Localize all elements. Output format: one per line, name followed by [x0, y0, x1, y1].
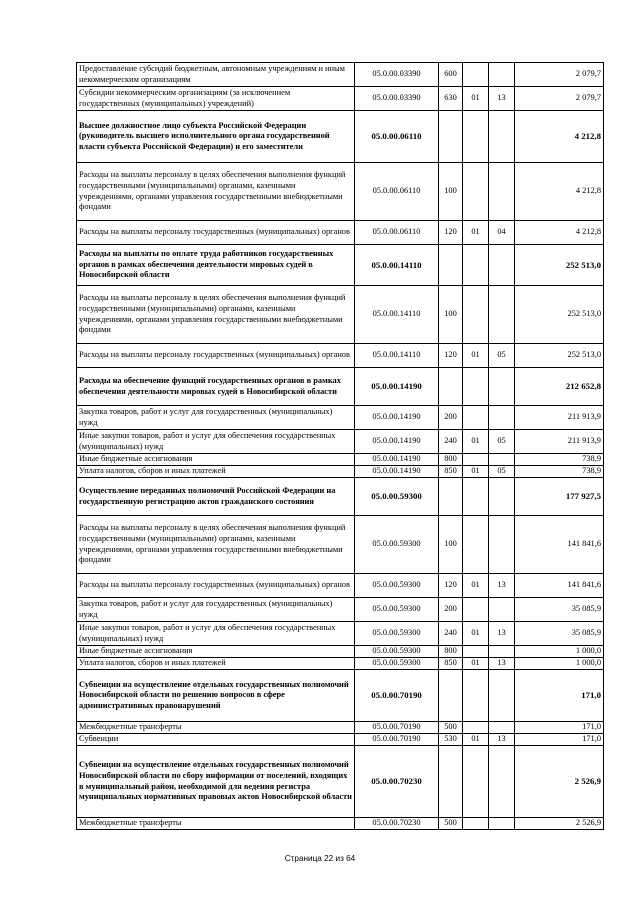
- table-row: [77, 344, 604, 368]
- row-pr: [489, 368, 515, 406]
- row-vr: [439, 368, 463, 406]
- row-vr: 800: [439, 454, 463, 466]
- row-name: Расходы на выплаты персоналу государственных (муниципальных) органов: [77, 574, 355, 598]
- row-rz: [463, 406, 489, 430]
- row-pr: [489, 454, 515, 466]
- row-name: Закупка товаров, работ и услуг для государственных (муниципальных) нужд: [77, 406, 355, 430]
- row-name: Расходы на выплаты по оплате труда работников государственных органов в рамках обеспечения деятельности мировых судей в Новосибирской области: [77, 245, 355, 286]
- row-code: 05.0.00.03390: [355, 87, 439, 111]
- row-amount: 1 000,0: [515, 658, 604, 670]
- table-row: [77, 245, 604, 286]
- row-vr: 500: [439, 818, 463, 830]
- row-pr: 13: [489, 574, 515, 598]
- row-rz: 01: [463, 574, 489, 598]
- table-row: [77, 454, 604, 466]
- row-amount: 2 526,9: [515, 746, 604, 818]
- row-rz: [463, 670, 489, 722]
- row-code: 05.0.00.14190: [355, 368, 439, 406]
- row-vr: 850: [439, 466, 463, 478]
- table-row: [77, 658, 604, 670]
- budget-table: [76, 62, 604, 830]
- row-name: Иные закупки товаров, работ и услуг для обеспечения государственных (муниципальных) нужд: [77, 622, 355, 646]
- row-pr: 13: [489, 658, 515, 670]
- row-rz: 01: [463, 430, 489, 454]
- row-code: 05.0.00.03390: [355, 63, 439, 87]
- row-rz: [463, 646, 489, 658]
- row-code: 05.0.00.59300: [355, 622, 439, 646]
- table-row: [77, 746, 604, 818]
- row-rz: 01: [463, 658, 489, 670]
- row-vr: 240: [439, 622, 463, 646]
- table-row: [77, 598, 604, 622]
- row-code: 05.0.00.06110: [355, 111, 439, 163]
- table-row: [77, 574, 604, 598]
- row-amount: 211 913,9: [515, 430, 604, 454]
- row-vr: [439, 111, 463, 163]
- row-name: Предоставление субсидий бюджетным, автономным учреждениям и иным некоммерческим организациям: [77, 63, 355, 87]
- row-code: 05.0.00.59300: [355, 574, 439, 598]
- row-rz: 01: [463, 466, 489, 478]
- row-vr: 850: [439, 658, 463, 670]
- row-amount: 2 079,7: [515, 63, 604, 87]
- row-rz: 01: [463, 87, 489, 111]
- row-code: 05.0.00.70190: [355, 670, 439, 722]
- table-row: [77, 406, 604, 430]
- row-rz: [463, 63, 489, 87]
- row-code: 05.0.00.14110: [355, 344, 439, 368]
- row-pr: 13: [489, 734, 515, 746]
- row-rz: [463, 286, 489, 344]
- row-name: Осуществление переданных полномочий Российской Федерации на государственную регистрацию актов гражданского состояния: [77, 478, 355, 516]
- row-pr: [489, 516, 515, 574]
- table-row: [77, 87, 604, 111]
- table-row: [77, 818, 604, 830]
- row-name: Расходы на выплаты персоналу в целях обеспечения выполнения функций государственными (муниципальными) органами, казенными учреждениями, органами управления государственными внебюджетными фондами: [77, 286, 355, 344]
- row-rz: [463, 163, 489, 221]
- row-pr: [489, 478, 515, 516]
- row-amount: 35 085,9: [515, 598, 604, 622]
- row-rz: 01: [463, 622, 489, 646]
- row-vr: 200: [439, 598, 463, 622]
- row-code: 05.0.00.14110: [355, 286, 439, 344]
- row-pr: [489, 598, 515, 622]
- row-name: Расходы на выплаты персоналу в целях обеспечения выполнения функций государственными (муниципальными) органами, казенными учреждениями, органами управления государственными внебюджетными фондами: [77, 516, 355, 574]
- row-name: Расходы на выплаты персоналу государственных (муниципальных) органов: [77, 221, 355, 245]
- row-name: Межбюджетные трансферты: [77, 722, 355, 734]
- row-amount: 141 841,6: [515, 516, 604, 574]
- row-code: 05.0.00.70230: [355, 818, 439, 830]
- row-vr: 800: [439, 646, 463, 658]
- row-amount: 171,0: [515, 670, 604, 722]
- row-vr: [439, 746, 463, 818]
- row-code: 05.0.00.70190: [355, 722, 439, 734]
- table-row: [77, 466, 604, 478]
- table-row: [77, 286, 604, 344]
- row-code: 05.0.00.70230: [355, 746, 439, 818]
- row-pr: [489, 646, 515, 658]
- row-amount: 2 079,7: [515, 87, 604, 111]
- table-row: [77, 646, 604, 658]
- row-name: Закупка товаров, работ и услуг для государственных (муниципальных) нужд: [77, 598, 355, 622]
- row-vr: 100: [439, 286, 463, 344]
- row-name: Субвенции на осуществление отдельных государственных полномочий Новосибирской области по решению вопросов в сфере административных правонарушений: [77, 670, 355, 722]
- row-name: Высшее должностное лицо субъекта Российской Федерации (руководитель высшего исполнительного органа государственной власти субъекта Российской Федерации) и его заместители: [77, 111, 355, 163]
- row-vr: [439, 245, 463, 286]
- row-vr: [439, 670, 463, 722]
- row-pr: [489, 670, 515, 722]
- row-vr: 630: [439, 87, 463, 111]
- row-pr: [489, 406, 515, 430]
- row-vr: 100: [439, 163, 463, 221]
- table-row: [77, 622, 604, 646]
- row-name: Субсидии некоммерческим организациям (за исключением государственных (муниципальных) учреждений): [77, 87, 355, 111]
- row-name: Субвенции: [77, 734, 355, 746]
- row-pr: 04: [489, 221, 515, 245]
- row-rz: 01: [463, 344, 489, 368]
- row-rz: [463, 516, 489, 574]
- table-row: [77, 430, 604, 454]
- table-row: [77, 221, 604, 245]
- row-rz: [463, 368, 489, 406]
- table-row: [77, 368, 604, 406]
- row-amount: 171,0: [515, 734, 604, 746]
- row-amount: 4 212,8: [515, 163, 604, 221]
- table-row: [77, 111, 604, 163]
- row-rz: 01: [463, 734, 489, 746]
- row-name: Иные бюджетные ассигнования: [77, 454, 355, 466]
- row-rz: 01: [463, 221, 489, 245]
- row-vr: 120: [439, 344, 463, 368]
- row-rz: [463, 722, 489, 734]
- budget-table-body: [77, 63, 604, 830]
- row-amount: 738,9: [515, 454, 604, 466]
- row-pr: [489, 245, 515, 286]
- row-amount: 177 927,5: [515, 478, 604, 516]
- row-pr: 13: [489, 87, 515, 111]
- row-pr: [489, 746, 515, 818]
- row-rz: [463, 245, 489, 286]
- row-amount: 738,9: [515, 466, 604, 478]
- row-name: Расходы на обеспечение функций государственных органов в рамках обеспечения деятельности мировых судей в Новосибирской области: [77, 368, 355, 406]
- row-amount: 252 513,0: [515, 286, 604, 344]
- row-vr: 240: [439, 430, 463, 454]
- table-row: [77, 478, 604, 516]
- row-amount: 1 000,0: [515, 646, 604, 658]
- row-name: Расходы на выплаты персоналу в целях обеспечения выполнения функций государственными (муниципальными) органами, казенными учреждениями, органами управления государственными внебюджетными фондами: [77, 163, 355, 221]
- row-name: Иные закупки товаров, работ и услуг для обеспечения государственных (муниципальных) нужд: [77, 430, 355, 454]
- row-amount: 2 526,9: [515, 818, 604, 830]
- row-pr: 05: [489, 344, 515, 368]
- row-code: 05.0.00.14190: [355, 454, 439, 466]
- row-pr: 05: [489, 466, 515, 478]
- table-row: [77, 734, 604, 746]
- row-pr: [489, 722, 515, 734]
- table-row: [77, 163, 604, 221]
- row-rz: [463, 598, 489, 622]
- row-amount: 252 513,0: [515, 344, 604, 368]
- row-amount: 212 652,8: [515, 368, 604, 406]
- row-amount: 35 085,9: [515, 622, 604, 646]
- row-rz: [463, 478, 489, 516]
- row-vr: 200: [439, 406, 463, 430]
- row-code: 05.0.00.59300: [355, 478, 439, 516]
- row-code: 05.0.00.59300: [355, 658, 439, 670]
- row-code: 05.0.00.70190: [355, 734, 439, 746]
- row-pr: [489, 818, 515, 830]
- row-amount: 171,0: [515, 722, 604, 734]
- row-code: 05.0.00.06110: [355, 221, 439, 245]
- table-row: [77, 670, 604, 722]
- row-pr: [489, 63, 515, 87]
- row-code: 05.0.00.59300: [355, 598, 439, 622]
- row-pr: [489, 286, 515, 344]
- row-amount: 211 913,9: [515, 406, 604, 430]
- row-name: Расходы на выплаты персоналу государственных (муниципальных) органов: [77, 344, 355, 368]
- row-vr: 120: [439, 221, 463, 245]
- row-vr: 530: [439, 734, 463, 746]
- row-vr: 100: [439, 516, 463, 574]
- row-name: Уплата налогов, сборов и иных платежей: [77, 466, 355, 478]
- row-rz: [463, 746, 489, 818]
- row-code: 05.0.00.59300: [355, 516, 439, 574]
- row-vr: [439, 478, 463, 516]
- row-amount: 141 841,6: [515, 574, 604, 598]
- row-rz: [463, 111, 489, 163]
- row-amount: 4 212,8: [515, 221, 604, 245]
- row-name: Субвенции на осуществление отдельных государственных полномочий Новосибирской области по сбору информации от поселений, входящих в муниципальный район, необходимой для ведения регистра муниципальных нормативных правовых актов Новосибирской области: [77, 746, 355, 818]
- row-code: 05.0.00.14110: [355, 245, 439, 286]
- row-code: 05.0.00.14190: [355, 466, 439, 478]
- table-row: [77, 722, 604, 734]
- row-rz: [463, 454, 489, 466]
- row-vr: 600: [439, 63, 463, 87]
- table-row: [77, 516, 604, 574]
- table-row: [77, 63, 604, 87]
- row-code: 05.0.00.14190: [355, 406, 439, 430]
- row-vr: 500: [439, 722, 463, 734]
- row-name: Уплата налогов, сборов и иных платежей: [77, 658, 355, 670]
- row-pr: 05: [489, 430, 515, 454]
- row-amount: 4 212,8: [515, 111, 604, 163]
- row-pr: [489, 163, 515, 221]
- row-code: 05.0.00.14190: [355, 430, 439, 454]
- row-name: Иные бюджетные ассигнования: [77, 646, 355, 658]
- row-pr: 13: [489, 622, 515, 646]
- row-amount: 252 513,0: [515, 245, 604, 286]
- page-footer: Страница 22 из 64: [284, 854, 356, 863]
- row-vr: 120: [439, 574, 463, 598]
- row-pr: [489, 111, 515, 163]
- row-code: 05.0.00.59300: [355, 646, 439, 658]
- row-rz: [463, 818, 489, 830]
- row-name: Межбюджетные трансферты: [77, 818, 355, 830]
- row-code: 05.0.00.06110: [355, 163, 439, 221]
